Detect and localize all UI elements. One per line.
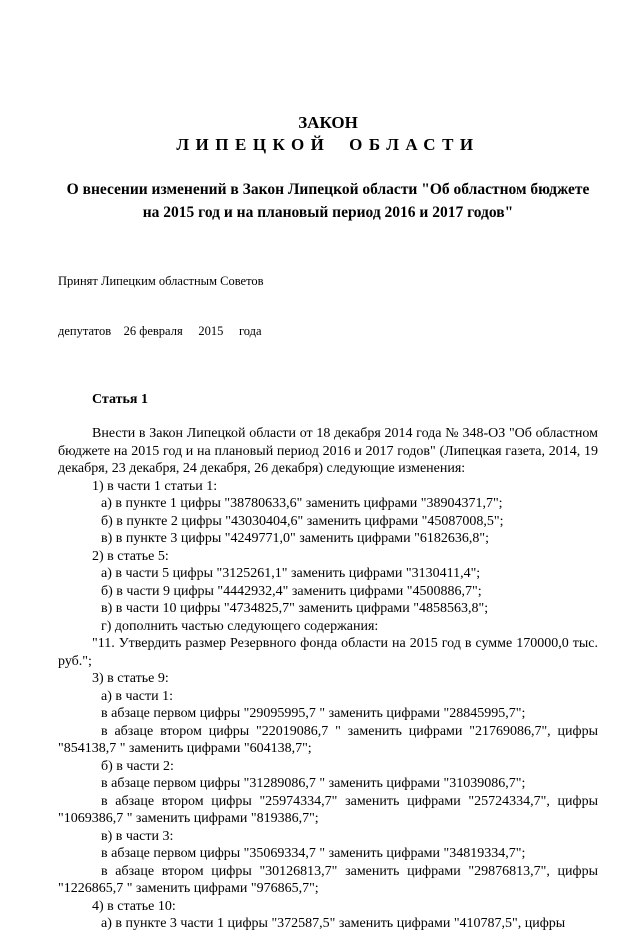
body-paragraph: г) дополнить частью следующего содержания: xyxy=(101,618,379,634)
body-paragraph: б) в пункте 2 цифры "43030404,6" заменить цифрами "45087008,5"; xyxy=(101,513,504,529)
law-region-title: ЛИПЕЦКОЙ ОБЛАСТИ xyxy=(176,135,480,154)
adoption-note-line2: депутатов 26 февраля 2015 года xyxy=(58,323,262,338)
body-paragraph: в абзаце втором цифры "22019086,7 " заменить цифрами "21769086,7", цифры "854138,7 " заменить цифрами "604138,7"; xyxy=(58,723,598,756)
adoption-note-line1: Принят Липецким областным Советов xyxy=(58,274,264,288)
body-paragraph: а) в части 1: xyxy=(101,688,173,704)
body-paragraph: в абзаце втором цифры "25974334,7" заменить цифрами "25724334,7", цифры "1069386,7 " заменить цифрами "819386,7"; xyxy=(58,793,598,826)
body-paragraph: а) в части 5 цифры "3125261,1" заменить цифрами "3130411,4"; xyxy=(101,566,481,581)
body-paragraph: 2) в статье 5: xyxy=(92,548,169,564)
body-paragraph: а) в пункте 1 цифры "38780633,6" заменить цифрами "38904371,7"; xyxy=(101,496,503,511)
law-title: ЗАКОН xyxy=(298,113,358,132)
body-paragraph: в абзаце первом цифры "35069334,7 " заменить цифрами "34819334,7"; xyxy=(101,846,526,861)
adoption-note xyxy=(58,240,598,372)
article-1-heading: Статья 1 xyxy=(92,392,148,407)
body-paragraph: 4) в статье 10: xyxy=(92,898,176,914)
body-paragraph: Внести в Закон Липецкой области от 18 декабря 2014 года № 348-ОЗ "Об областном бюджете на 2015 год и на плановый период 2016 и 2017 годов" (Липецкая газета, 2014, 19 декабря, 23 декабря, 24 декабря, 26 декабря) следующие изменения: xyxy=(58,426,598,476)
body-paragraph: в) в части 10 цифры "4734825,7" заменить цифрами "4858563,8"; xyxy=(101,601,489,616)
body-paragraph: в абзаце первом цифры "29095995,7 " заменить цифрами "28845995,7"; xyxy=(101,706,526,721)
body-paragraph: "11. Утвердить размер Резервного фонда области на 2015 год в сумме 170000,0 тыс. руб."; xyxy=(58,636,598,669)
body-paragraph: 1) в части 1 статьи 1: xyxy=(92,478,218,494)
body-paragraph: б) в части 9 цифры "4442932,4" заменить цифрами "4500886,7"; xyxy=(101,583,482,599)
law-subtitle: О внесении изменений в Закон Липецкой области "Об областном бюджете на 2015 год и на плановый период 2016 и 2017 годов" xyxy=(66,181,590,221)
body-paragraph: в абзаце первом цифры "31289086,7 " заменить цифрами "31039086,7"; xyxy=(101,776,526,791)
body-paragraph: в) в пункте 3 цифры "4249771,0" заменить цифрами "6182636,8"; xyxy=(101,531,489,546)
body-paragraph: в абзаце втором цифры "30126813,7" заменить цифрами "29876813,7", цифры "1226865,7 " заменить цифрами "976865,7"; xyxy=(58,863,598,896)
body-paragraph: б) в части 2: xyxy=(101,758,174,774)
body-paragraph: 3) в статье 9: xyxy=(92,671,169,686)
body-paragraph: в) в части 3: xyxy=(101,828,174,844)
body-paragraph: а) в пункте 3 части 1 цифры "372587,5" заменить цифрами "410787,5", цифры xyxy=(101,916,566,931)
law-body xyxy=(58,425,598,933)
